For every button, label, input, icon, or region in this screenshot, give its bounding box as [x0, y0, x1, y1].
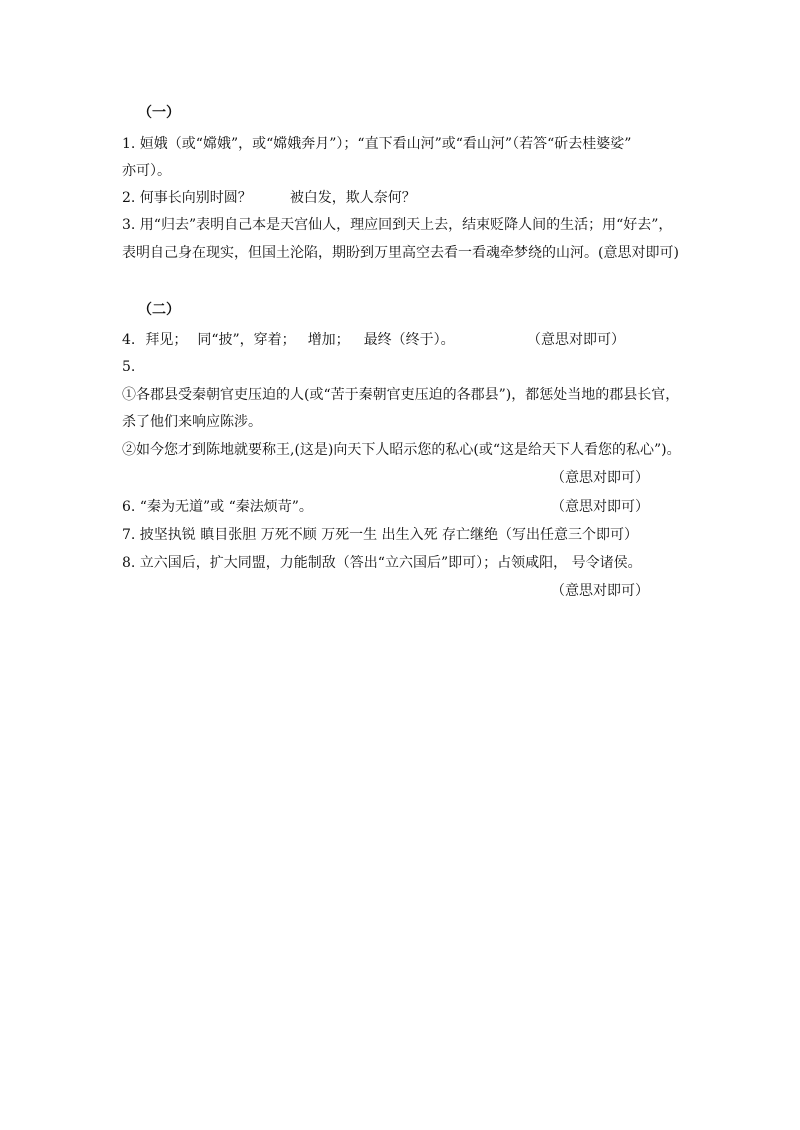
answer-2: [122, 188, 416, 208]
answer-4-item-1: 拜见；: [145, 332, 188, 348]
answer-7: 7. 披坚执锐 瞋目张胆 万死不顾 万死一生 出生入死 存亡继绝（写出任意三个即可）: [122, 527, 639, 543]
answer-3-line-2: 表明自己身在现实，但国土沦陷，期盼到万里高空去看一看魂牵梦绕的山河。(意思对即可): [122, 245, 679, 261]
answer-1-line-2: 亦可）。: [122, 163, 171, 179]
answer-6-note: （意思对即可）: [551, 499, 649, 515]
section-1-heading: （一）: [138, 105, 180, 121]
answer-5-line-3: ②如今您才到陈地就要称王,(这是)向天下人昭示您的私心(或“这是给天下人看您的私心”)。: [122, 442, 681, 458]
section-2-heading: （二）: [138, 302, 180, 318]
answer-4: [122, 330, 455, 350]
answer-1-line-1: 1. 姮娥（或“嫦娥”，或“嫦娥奔月”）；“直下看山河”或“看山河”（若答“斫去桂婆娑”: [122, 136, 632, 152]
answer-2-part-1: 2. 何事长向别时圆？: [122, 190, 252, 206]
answer-8-note: （意思对即可）: [551, 583, 649, 599]
answer-2-part-2: 被白发，欺人奈何？: [289, 190, 416, 206]
answer-4-note: （意思对即可）: [527, 332, 625, 348]
answer-5-line-2: 杀了他们来响应陈涉。: [122, 414, 262, 430]
answer-5-number: 5.: [122, 359, 136, 375]
answer-4-item-4: 最终（终于）。: [363, 332, 455, 348]
answer-4-number: 4.: [122, 332, 136, 348]
answer-8: 8. 立六国后，扩大同盟，力能制敌（答出“立六国后”即可）；占领咸阳， 号令诸侯。: [122, 555, 642, 571]
answer-6: 6. “秦为无道”或 “秦法烦苛”。: [122, 499, 313, 515]
answer-3-line-1: 3. 用“归去”表明自己本是天宫仙人，理应回到天上去，结束贬降人间的生活；用“好去”，: [122, 217, 673, 233]
answer-4-item-3: 增加；: [307, 332, 350, 348]
answer-5-line-1: ①各郡县受秦朝官吏压迫的人(或“苦于秦朝官吏压迫的各郡县”)，都惩处当地的郡县长官，: [122, 387, 680, 403]
answer-5-note: （意思对即可）: [551, 470, 649, 486]
answer-4-item-2: 同“披”，穿着；: [197, 332, 296, 348]
